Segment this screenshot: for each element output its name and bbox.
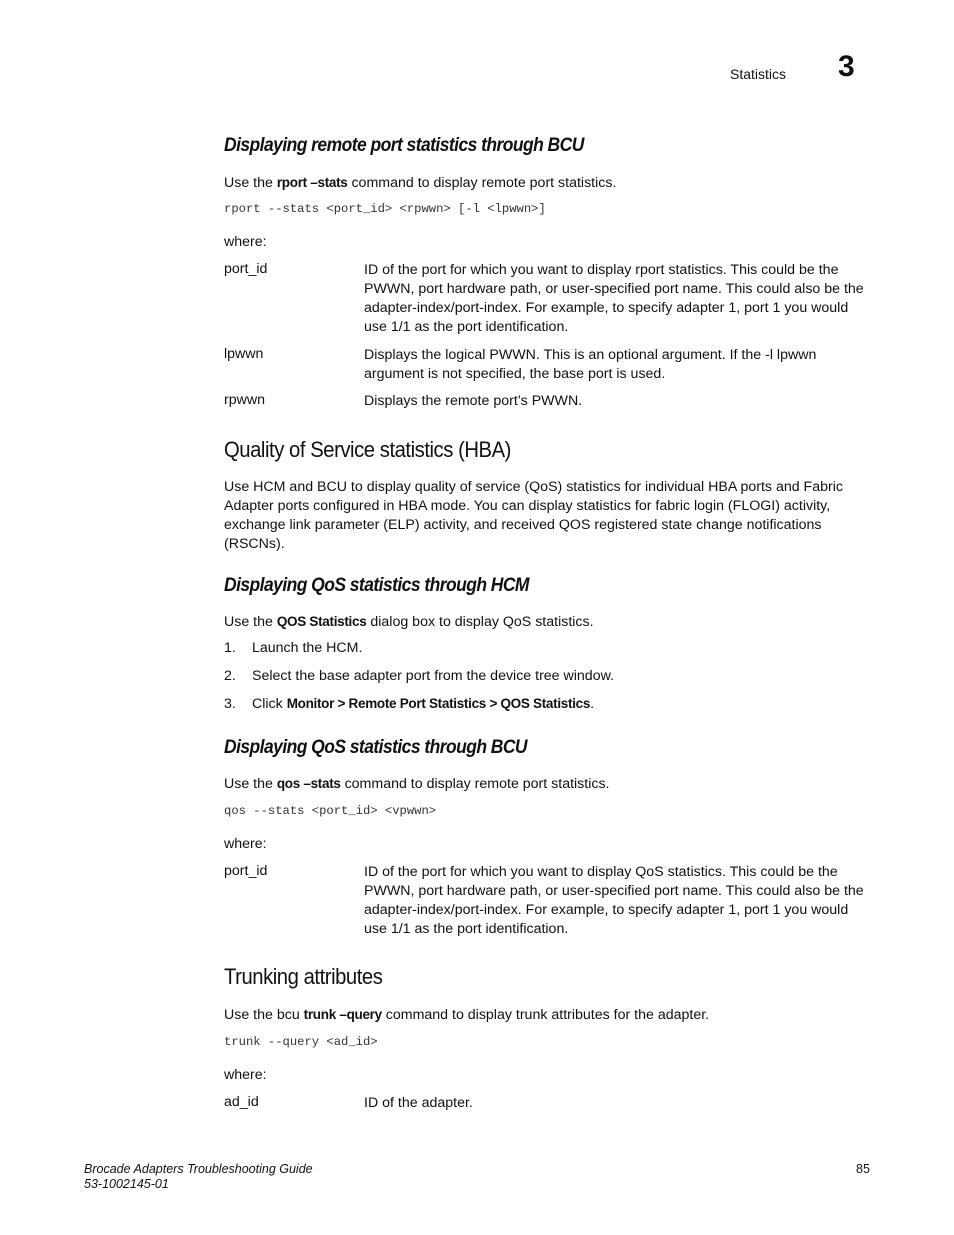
chapter-number: 3	[838, 50, 855, 83]
footer-title: Brocade Adapters Troubleshooting Guide	[84, 1162, 313, 1176]
trunk-intro-command: trunk –query	[303, 1007, 382, 1022]
running-header-section: Statistics	[730, 66, 787, 82]
rport-intro-post: command to display remote port statistics.	[347, 175, 617, 191]
rport-intro-command: rport –stats	[276, 175, 348, 190]
trunk-where: where:	[224, 1067, 267, 1083]
param-desc: ID of the port for which you want to display QoS statistics. This could be the PWWN, port hardware path, or user-specified port name. This could also be the adapter-index/port-index. For example, to specify adapter 1, port 1 you would use 1/1 as the port identification.	[364, 864, 864, 937]
heading-rport-bcu: Displaying remote port statistics through BCU	[224, 135, 584, 156]
page-number: 85	[856, 1162, 870, 1176]
param-desc: Displays the logical PWWN. This is an optional argument. If the -l lpwwn argument is not specified, the base port is used.	[364, 347, 817, 382]
qos-code: qos --stats <port_id> <vpwwn>	[224, 804, 437, 818]
step-number: 2.	[224, 668, 236, 684]
heading-qos-bcu: Displaying QoS statistics through BCU	[224, 737, 527, 758]
qos-where: where:	[224, 836, 267, 852]
rport-code: rport --stats <port_id> <rpwwn> [-l <lpwwn>]	[224, 202, 546, 216]
trunk-intro-post: command to display trunk attributes for the adapter.	[381, 1007, 710, 1023]
qos-hcm-intro-post: dialog box to display QoS statistics.	[366, 614, 594, 630]
rport-where: where:	[224, 234, 267, 250]
qos-intro: Use HCM and BCU to display quality of service (QoS) statistics for individual HBA ports and Fabric Adapter ports configured in HBA mode. You can display statistics for fabric login (FLOGI) activity, exchange link parameter (ELP) activity, and received QOS registered state change notifications (RSCNs).	[224, 479, 843, 552]
param-term: rpwwn	[224, 392, 265, 408]
heading-trunking-attributes: Trunking attributes	[224, 964, 383, 989]
param-desc: Displays the remote port’s PWWN.	[364, 393, 583, 409]
footer-doc-number: 53-1002145-01	[84, 1177, 169, 1191]
param-term: lpwwn	[224, 346, 264, 362]
param-desc: ID of the port for which you want to display rport statistics. This could be the PWWN, port hardware path, or user-specified port name. This could also be the adapter-index/port-index. For example, to specify adapter 1, port 1 you would use 1/1 as the port identification.	[364, 262, 864, 335]
step-number: 1.	[224, 640, 236, 656]
trunk-code: trunk --query <ad_id>	[224, 1035, 378, 1049]
param-term: port_id	[224, 261, 268, 277]
heading-qos-hcm: Displaying QoS statistics through HCM	[224, 575, 529, 596]
heading-qos-statistics: Quality of Service statistics (HBA)	[224, 437, 511, 462]
qos-hcm-intro-dialog: QOS Statistics	[276, 614, 367, 629]
qos-bcu-intro-command: qos –stats	[276, 776, 341, 791]
step-text: Launch the HCM.	[252, 640, 363, 656]
step-number: 3.	[224, 696, 236, 712]
trunk-intro-pre: Use the bcu	[224, 1007, 304, 1023]
qos-bcu-intro	[224, 774, 864, 794]
qos-hcm-intro-pre: Use the	[224, 614, 277, 630]
trunk-intro	[224, 1005, 864, 1025]
step-text-post: .	[590, 696, 595, 712]
qos-bcu-intro-post: command to display remote port statistics.	[340, 776, 610, 792]
rport-intro	[224, 173, 864, 193]
step-text-pre: Click	[252, 696, 287, 712]
qos-bcu-intro-pre: Use the	[224, 776, 277, 792]
qos-hcm-intro	[224, 612, 864, 632]
param-term: port_id	[224, 863, 268, 879]
step-menu-path: Monitor > Remote Port Statistics > QOS Statistics	[286, 696, 591, 711]
param-desc: ID of the adapter.	[364, 1095, 473, 1111]
step-text: Select the base adapter port from the device tree window.	[252, 668, 614, 684]
footer-document-info	[84, 1162, 313, 1192]
rport-intro-pre: Use the	[224, 175, 277, 191]
param-term: ad_id	[224, 1094, 259, 1110]
step-text	[252, 696, 594, 712]
